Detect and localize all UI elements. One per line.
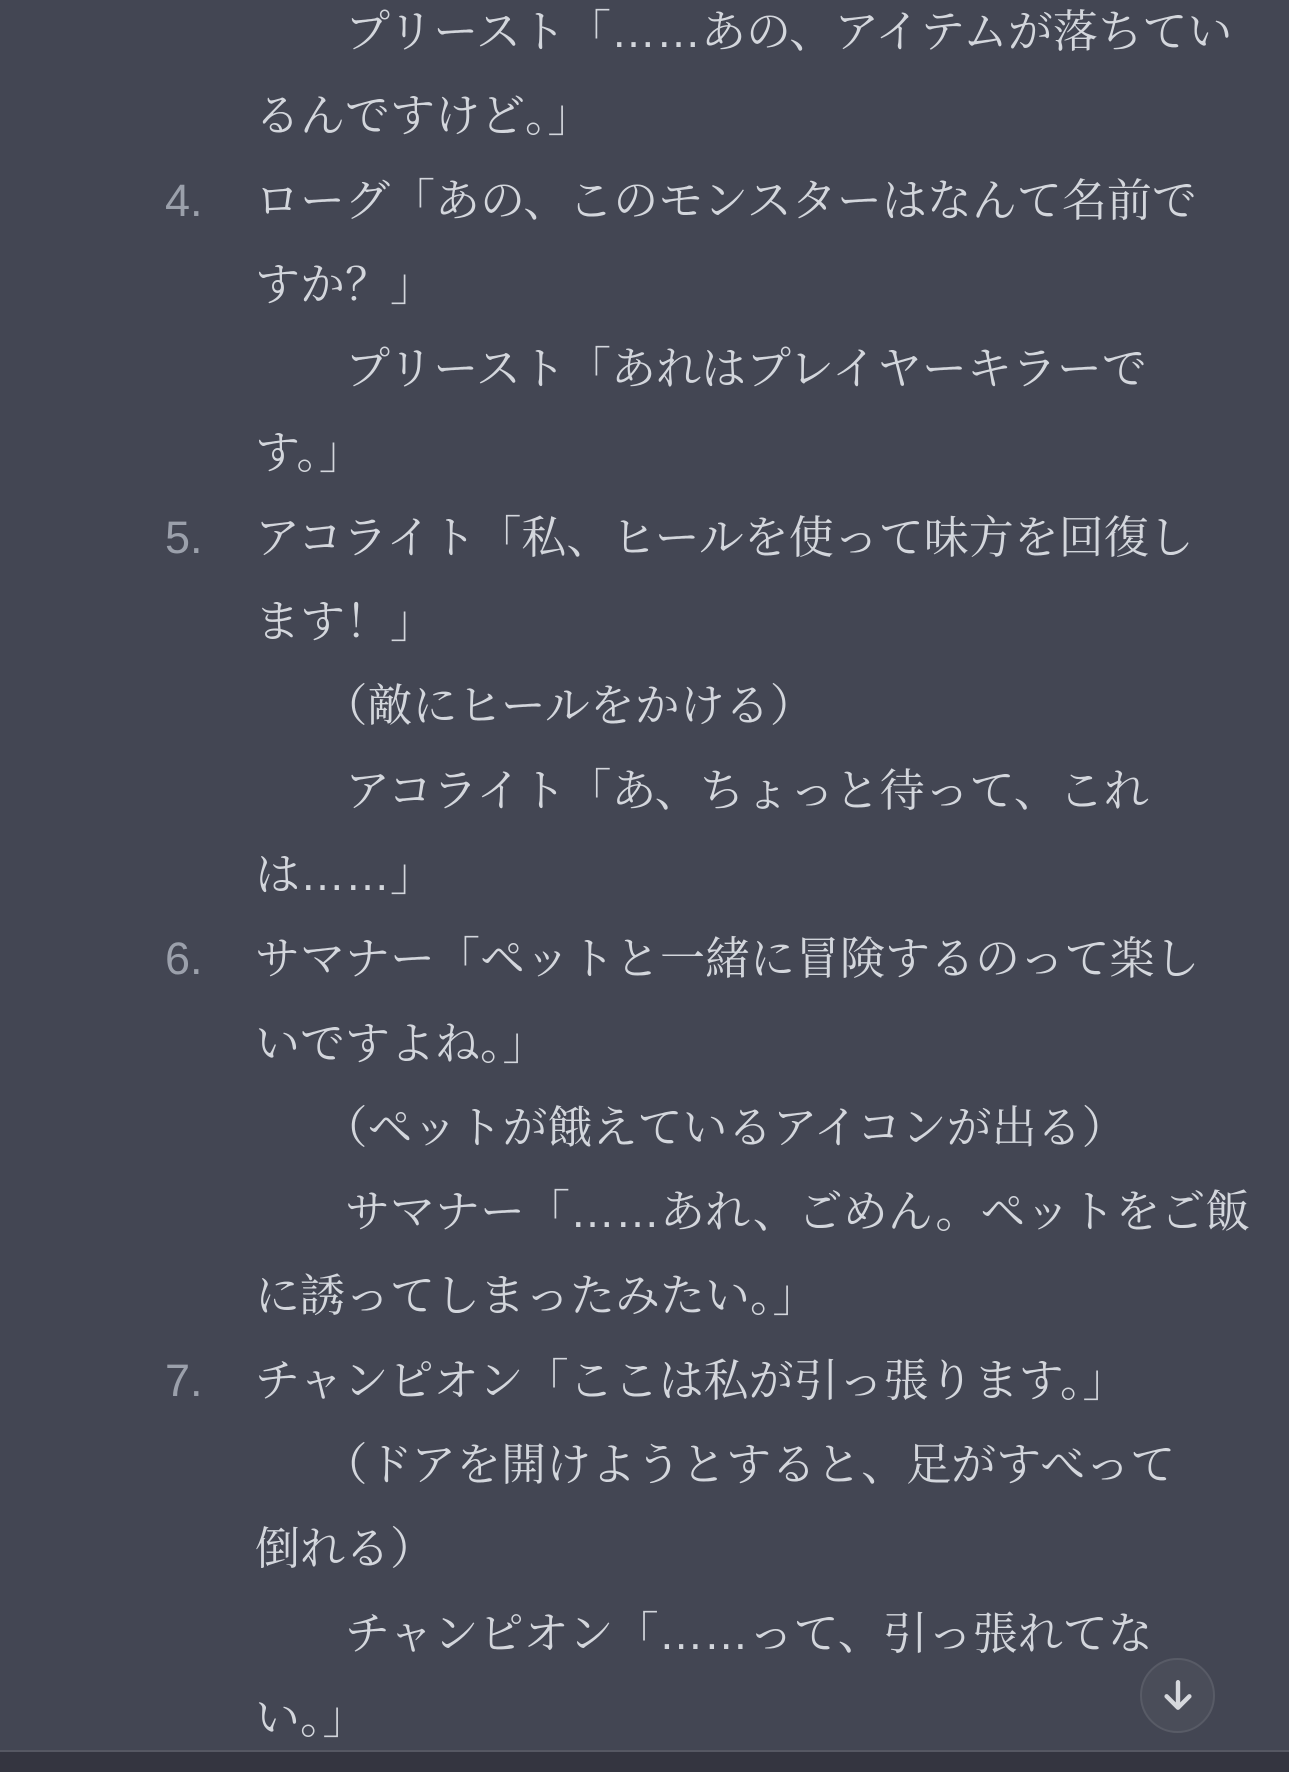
dialogue-line: プリースト「……あの、アイテムが落ちてい: [255, 6, 1233, 57]
dialogue-line: ます！」: [255, 596, 436, 648]
dialogue-line: 4. ローグ「あの、このモンスターはなんて名前で: [255, 159, 1249, 243]
dialogue-line: に誘ってしまったみたい。」: [255, 1270, 818, 1322]
dialogue-line: 倒れる）: [255, 1523, 436, 1575]
list-item-number: 5.: [165, 511, 203, 563]
composer-input-bar-region[interactable]: [0, 1750, 1289, 1772]
dialogue-line: 7. チャンピオン「ここは私が引っ張ります。」: [255, 1339, 1249, 1423]
dialogue-line: い。」: [255, 1691, 368, 1743]
dialogue-line: （敵にヒールをかける）: [255, 680, 815, 732]
down-arrow-icon: [1156, 1674, 1200, 1718]
dialogue-line: すか？」: [255, 258, 436, 310]
dialogue-line: アコライト「あ、ちょっと待って、これ: [255, 764, 1149, 816]
dialogue-line: るんですけど。」: [255, 90, 593, 142]
dialogue-line: チャンピオン「……って、引っ張れてな: [255, 1607, 1153, 1659]
dialogue-line: 6. サマナー「ペットと一緒に冒険するのって楽し: [255, 917, 1249, 1001]
scroll-to-bottom-button[interactable]: [1140, 1658, 1215, 1733]
list-item-number: 6.: [165, 933, 203, 985]
list-item-number: 4.: [165, 174, 203, 226]
dialogue-line: す。」: [255, 427, 364, 479]
dialogue-line: いですよね。」: [255, 1017, 548, 1069]
dialogue-line: プリースト「あれはプレイヤーキラーで: [255, 343, 1147, 395]
dialogue-line: サマナー「……あれ、ごめん。ペットをご飯: [255, 1186, 1251, 1238]
list-item-number: 7.: [165, 1354, 203, 1406]
dialogue-line: 5. アコライト「私、ヒールを使って味方を回復し: [255, 496, 1249, 580]
dialogue-line: （ペットが餓えているアイコンが出る）: [255, 1101, 1127, 1153]
dialogue-line: （ドアを開けようとすると、足がすべって: [255, 1439, 1176, 1491]
dialogue-line: は……」: [255, 848, 436, 900]
